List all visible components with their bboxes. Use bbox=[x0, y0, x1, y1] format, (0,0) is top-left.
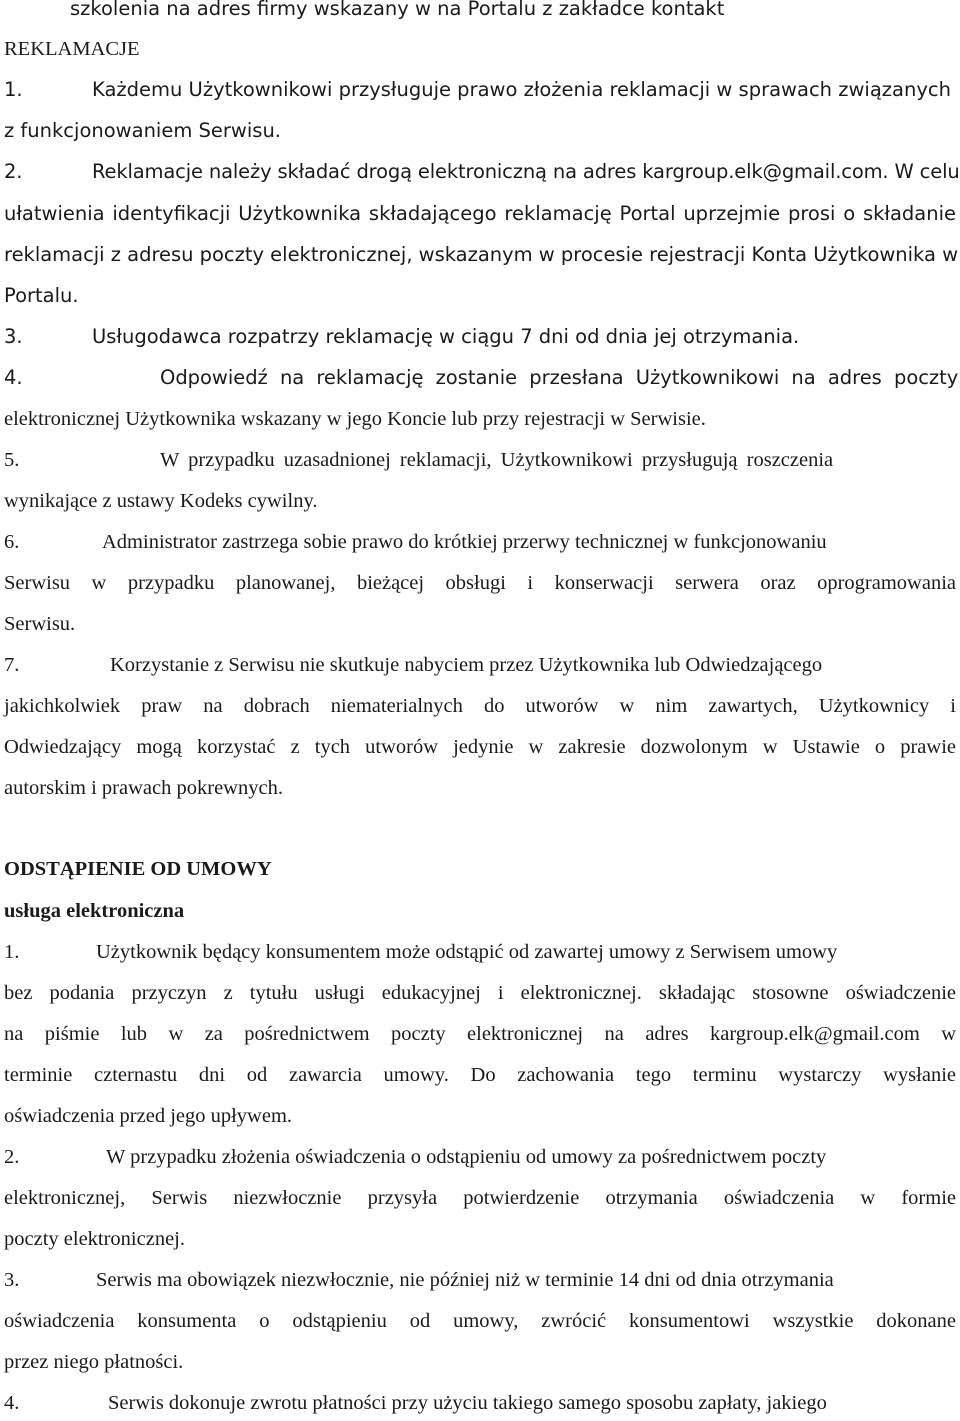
list-item-4 bbox=[4, 1391, 827, 1415]
section-subheading: usługa elektroniczna bbox=[4, 900, 185, 922]
list-item-2 bbox=[4, 1145, 826, 1169]
paragraph-line: terminie czternastu dni od zawarcia umowy. Do zachowania tego terminu wystarczy wysłanie bbox=[4, 1064, 956, 1086]
paragraph-line: Serwisu w przypadku planowanej, bieżącej obsługi i konserwacji serwera oraz oprogramowania bbox=[4, 572, 956, 594]
list-number: 1. bbox=[4, 941, 20, 963]
list-number: 3. bbox=[4, 325, 23, 348]
paragraph-line: na piśmie lub w za pośrednictwem poczty elektronicznej na adres kargroup.elk@gmail.com w bbox=[4, 1023, 956, 1045]
list-number: 1. bbox=[4, 78, 23, 101]
list-item-1 bbox=[4, 940, 837, 964]
paragraph-line: autorskim i prawach pokrewnych. bbox=[4, 777, 283, 799]
paragraph-line: elektronicznej Użytkownika wskazany w jego Koncie lub przy rejestracji w Serwisie. bbox=[4, 408, 706, 430]
paragraph-line: oświadczenia przed jego upływem. bbox=[4, 1105, 293, 1127]
list-text: Każdemu Użytkownikowi przysługuje prawo złożenia reklamacji w sprawach związanych bbox=[92, 78, 951, 101]
paragraph-line: Portalu. bbox=[4, 284, 79, 307]
list-text: Użytkownik będący konsumentem może odstąpić od zawartej umowy z Serwisem umowy bbox=[96, 941, 838, 963]
list-item-1 bbox=[4, 78, 951, 102]
paragraph-line: Serwisu. bbox=[4, 613, 76, 635]
list-text: Serwis ma obowiązek niezwłocznie, nie później niż w terminie 14 dni od dnia otrzymania bbox=[96, 1269, 834, 1291]
list-text: W przypadku uzasadnionej reklamacji, Użytkownikowi przysługują roszczenia bbox=[160, 449, 834, 471]
paragraph-line: reklamacji z adresu poczty elektronicznej, wskazanym w procesie rejestracji Konta Użytkownika w bbox=[4, 243, 958, 266]
list-text: Odpowiedź na reklamację zostanie przesłana Użytkownikowi na adres poczty bbox=[160, 366, 959, 389]
list-text: Administrator zastrzega sobie prawo do krótkiej przerwy technicznej w funkcjonowaniu bbox=[102, 531, 827, 553]
section-heading-reklamacje: REKLAMACJE bbox=[4, 38, 140, 60]
list-number: 2. bbox=[4, 160, 23, 183]
paragraph-line: Odwiedzający mogą korzystać z tych utworów jedynie w zakresie dozwolonym w Ustawie o prawie bbox=[4, 736, 956, 758]
list-text: Usługodawca rozpatrzy reklamację w ciągu 7 dni od dnia jej otrzymania. bbox=[92, 325, 800, 348]
paragraph-line: bez podania przyczyn z tytułu usługi edukacyjnej i elektronicznej. składając stosowne oświadczenie bbox=[4, 982, 956, 1004]
list-text: Korzystanie z Serwisu nie skutkuje nabyciem przez Użytkownika lub Odwiedzającego bbox=[110, 654, 823, 676]
paragraph-line: poczty elektronicznej. bbox=[4, 1228, 185, 1250]
section-heading-odstapienie: ODSTĄPIENIE OD UMOWY bbox=[4, 858, 272, 880]
list-item-4 bbox=[4, 366, 958, 390]
list-number: 4. bbox=[4, 366, 23, 389]
list-item-6 bbox=[4, 530, 827, 554]
list-item-7 bbox=[4, 653, 822, 677]
list-number: 3. bbox=[4, 1269, 20, 1291]
list-number: 7. bbox=[4, 654, 20, 676]
paragraph-line: ułatwienia identyfikacji Użytkownika składającego reklamację Portal uprzejmie prosi o składanie bbox=[4, 202, 956, 225]
paragraph-line: wynikające z ustawy Kodeks cywilny. bbox=[4, 490, 318, 512]
paragraph-line: przez niego płatności. bbox=[4, 1351, 184, 1373]
list-number: 6. bbox=[4, 531, 20, 553]
paragraph-line: z funkcjonowaniem Serwisu. bbox=[4, 119, 282, 142]
paragraph-line: elektronicznej, Serwis niezwłocznie przysyła potwierdzenie otrzymania oświadczenia w formie bbox=[4, 1187, 956, 1209]
list-item-2 bbox=[4, 160, 960, 184]
list-item-3 bbox=[4, 1268, 834, 1292]
list-item-5 bbox=[4, 448, 833, 472]
list-text: Reklamacje należy składać drogą elektroniczną na adres kargroup.elk@gmail.com. W celu bbox=[92, 160, 960, 183]
paragraph-line: oświadczenia konsumenta o odstąpieniu od umowy, zwrócić konsumentowi wszystkie dokonane bbox=[4, 1310, 956, 1332]
list-number: 2. bbox=[4, 1146, 20, 1168]
paragraph-line: jakichkolwiek praw na dobrach niematerialnych do utworów w nim zawartych, Użytkownicy i bbox=[4, 695, 956, 717]
list-number: 5. bbox=[4, 449, 20, 471]
list-number: 4. bbox=[4, 1392, 20, 1414]
list-text: Serwis dokonuje zwrotu płatności przy użyciu takiego samego sposobu zapłaty, jakiego bbox=[108, 1392, 827, 1414]
paragraph-line: szkolenia na adres firmy wskazany w na Portalu z zakładce kontakt bbox=[70, 0, 725, 20]
list-item-3 bbox=[4, 325, 799, 349]
list-text: W przypadku złożenia oświadczenia o odstąpieniu od umowy za pośrednictwem poczty bbox=[106, 1146, 827, 1168]
